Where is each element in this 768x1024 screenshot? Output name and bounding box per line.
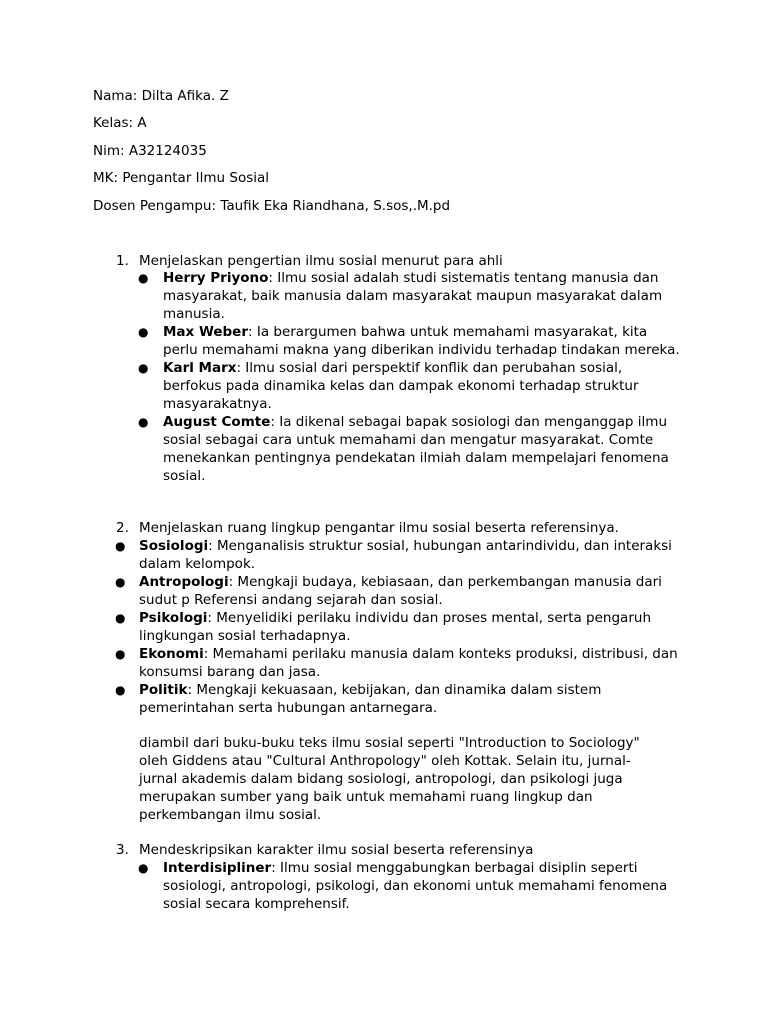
- item-term: Interdisipliner: [163, 860, 272, 876]
- item-text: : Ia berargumen bahwa untuk memahami masyarakat, kita perlu memahami makna yang diberikan individu terhadap tindakan mereka.: [163, 324, 680, 358]
- item-term: August Comte: [163, 414, 271, 430]
- list-item: [115, 537, 679, 573]
- bullet-icon: ●: [115, 539, 126, 553]
- bullet-icon: ●: [138, 271, 149, 285]
- list-item: [138, 269, 683, 323]
- item-term: Psikologi: [139, 610, 208, 626]
- bullet-icon: ●: [138, 861, 149, 875]
- item-text: : Ilmu sosial adalah studi sistematis tentang manusia dan masyarakat, baik manusia dalam masyarakat maupun masyarakat dalam manusia.: [163, 270, 663, 322]
- student-nim: Nim: A32124035: [93, 143, 207, 159]
- course-name: MK: Pengantar Ilmu Sosial: [93, 170, 270, 186]
- item-text: : Memahami perilaku manusia dalam konteks produksi, distribusi, dan konsumsi barang dan jasa.: [139, 646, 678, 680]
- list-item: [138, 859, 683, 913]
- item-text: : Mengkaji kekuasaan, kebijakan, dan dinamika dalam sistem pemerintahan serta hubungan antarnegara.: [139, 682, 602, 716]
- list-item: [138, 323, 683, 359]
- list-item: [115, 573, 679, 609]
- character-list: [138, 859, 683, 913]
- reference-paragraph: diambil dari buku-buku teks ilmu sosial seperti "Introduction to Sociology" oleh Giddens atau "Cultural Anthropology" oleh Kottak. Selain itu, jurnal-jurnal akademis dalam bidang sosiologi, antropologi, dan psikologi juga merupakan sumber yang baik untuk memahami ruang lingkup dan perkembangan ilmu sosial.: [139, 735, 640, 823]
- bullet-icon: ●: [138, 325, 149, 339]
- bullet-icon: ●: [115, 575, 126, 589]
- list-item: [138, 359, 683, 413]
- list-item: [115, 681, 679, 717]
- section-number: 1.: [116, 253, 129, 269]
- item-term: Ekonomi: [139, 646, 204, 662]
- list-item: [115, 645, 679, 681]
- item-text: : Ia dikenal sebagai bapak sosiologi dan menganggap ilmu sosial sebagai cara untuk memahami dan mengatur masyarakat. Comte menekankan pentingnya pendekatan ilmiah dalam mempelajari fenomena sosial.: [163, 414, 669, 484]
- item-term: Karl Marx: [163, 360, 237, 376]
- bullet-icon: ●: [115, 647, 126, 661]
- list-item: [115, 609, 679, 645]
- lecturer-name: Dosen Pengampu: Taufik Eka Riandhana, S.sos,.M.pd: [93, 198, 451, 214]
- student-name: Nama: Dilta Afika. Z: [93, 88, 229, 104]
- expert-definitions-list: [138, 269, 683, 485]
- section-number: 3.: [116, 842, 129, 858]
- student-class: Kelas: A: [93, 115, 147, 131]
- item-text: : Menyelidiki perilaku individu dan proses mental, serta pengaruh lingkungan sosial terhadapnya.: [139, 610, 651, 644]
- section-title: Menjelaskan pengertian ilmu sosial menurut para ahli: [139, 253, 503, 269]
- item-text: : Mengkaji budaya, kebiasaan, dan perkembangan manusia dari sudut p Referensi andang sejarah dan sosial.: [139, 574, 662, 608]
- item-text: : Ilmu sosial dari perspektif konflik dan perubahan sosial, berfokus pada dinamika kelas dan dampak ekonomi terhadap struktur masyarakatnya.: [163, 360, 639, 412]
- section-title: Mendeskripsikan karakter ilmu sosial beserta referensinya: [139, 842, 534, 858]
- item-term: Max Weber: [163, 324, 248, 340]
- item-text: : Ilmu sosial menggabungkan berbagai disiplin seperti sosiologi, antropologi, psikologi, dan ekonomi untuk memahami fenomena sosial secara komprehensif.: [163, 860, 668, 912]
- item-term: Antropologi: [139, 574, 229, 590]
- item-term: Herry Priyono: [163, 270, 269, 286]
- item-term: Politik: [139, 682, 188, 698]
- bullet-icon: ●: [138, 361, 149, 375]
- bullet-icon: ●: [115, 611, 126, 625]
- bullet-icon: ●: [115, 683, 126, 697]
- section-title: Menjelaskan ruang lingkup pengantar ilmu sosial beserta referensinya.: [139, 520, 619, 536]
- item-term: Sosiologi: [139, 538, 209, 554]
- item-text: : Menganalisis struktur sosial, hubungan antarindividu, dan interaksi dalam kelompok.: [139, 538, 672, 572]
- bullet-icon: ●: [138, 415, 149, 429]
- scope-list: [115, 537, 679, 717]
- list-item: [138, 413, 683, 485]
- section-number: 2.: [116, 520, 129, 536]
